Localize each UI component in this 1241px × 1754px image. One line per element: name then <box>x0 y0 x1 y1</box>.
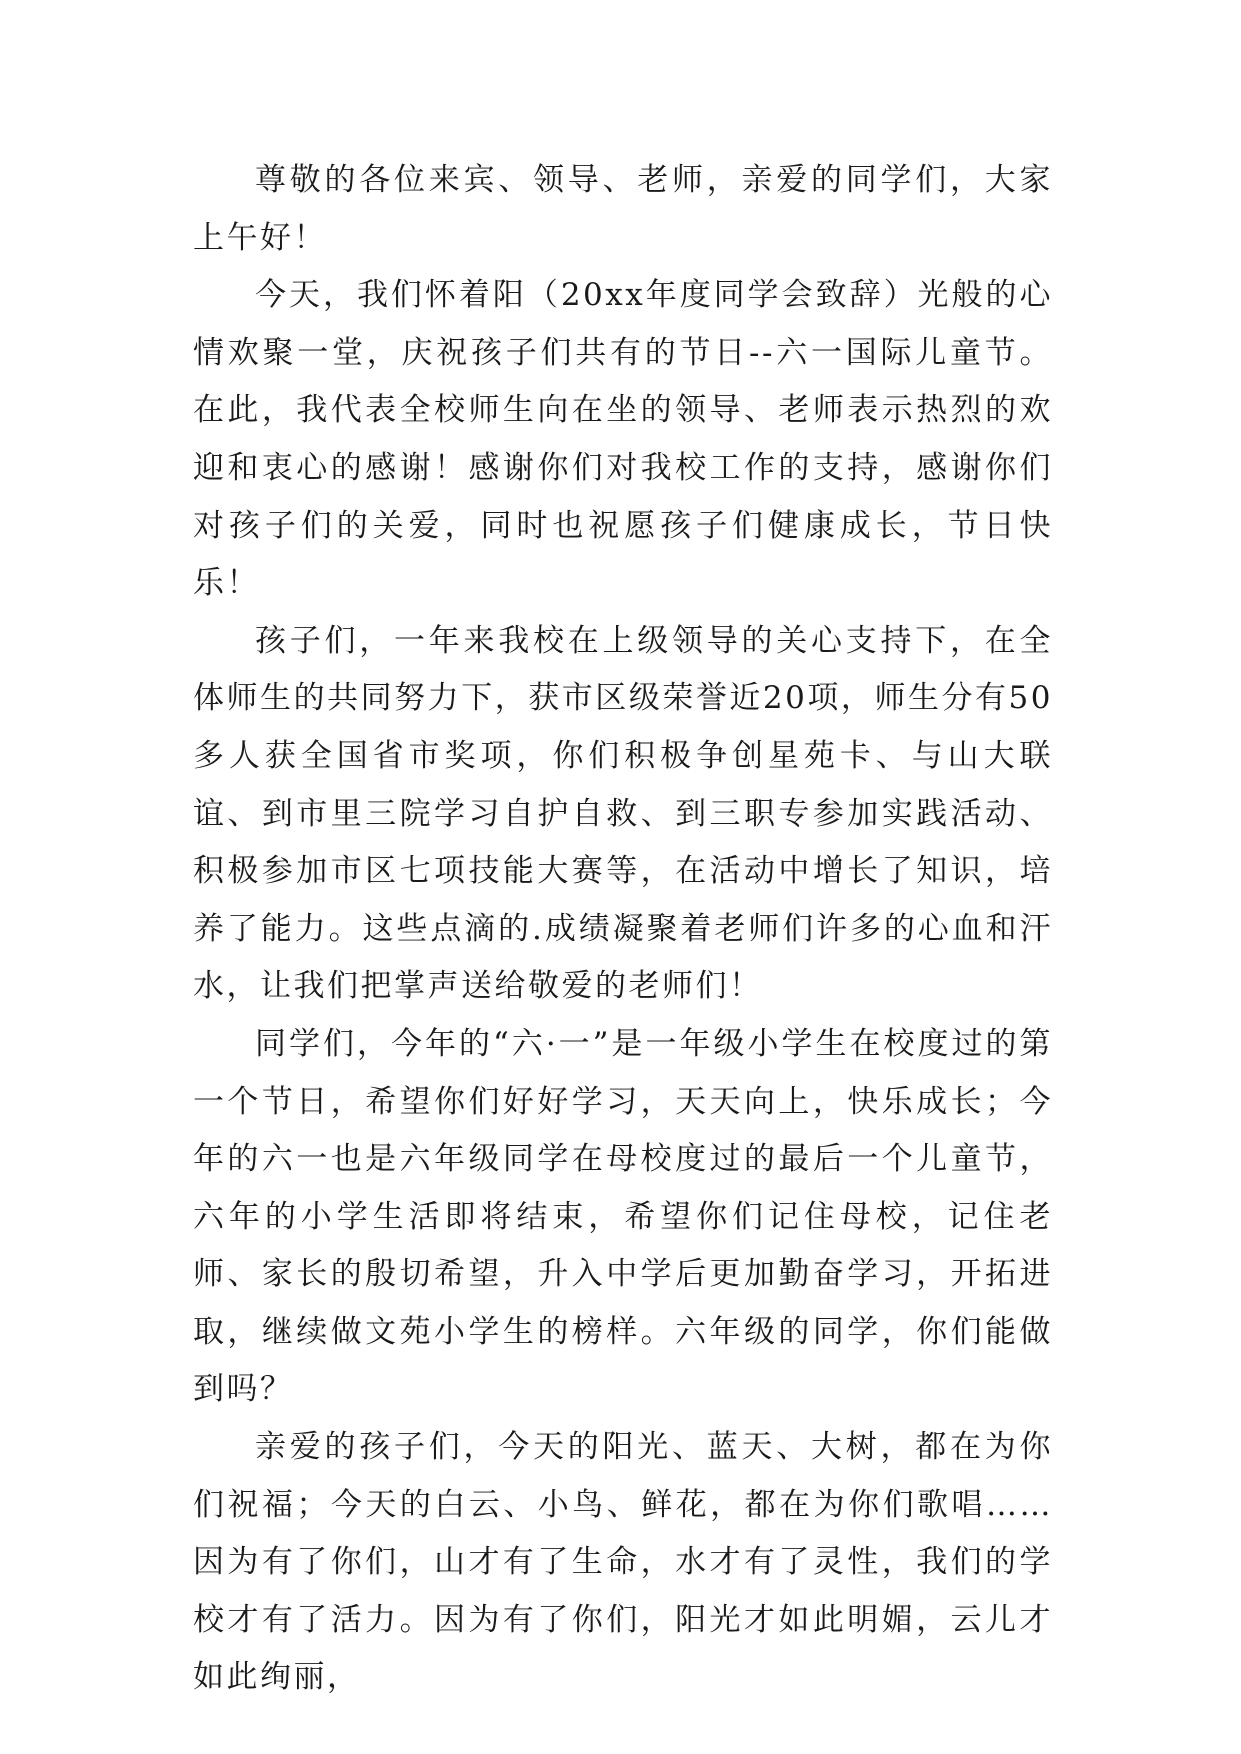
paragraph-greeting: 尊敬的各位来宾、领导、老师，亲爱的同学们，大家上午好！ <box>193 162 1053 256</box>
paragraph-blessing: 亲爱的孩子们，今天的阳光、蓝天、大树，都在为你们祝福；今天的白云、小鸟、鲜花，都在为你们歌唱……因为有了你们，山才有了生命，水才有了灵性，我们的学校才有了活力。因为有了你们，阳光才如此明媚，云儿才如此绚丽， <box>193 1429 1053 1696</box>
document-body <box>193 152 1053 1707</box>
paragraph-students: 同学们，今年的“六·一”是一年级小学生在校度过的第一个节日，希望你们好好学习，天天向上，快乐成长；今年的六一也是六年级同学在母校度过的最后一个儿童节，六年的小学生活即将结束，希望你们记住母校，记住老师、家长的殷切希望，升入中学后更加勤奋学习，开拓进取，继续做文苑小学生的榜样。六年级的同学，你们能做到吗？ <box>193 1025 1053 1408</box>
paragraph-achievements: 孩子们，一年来我校在上级领导的关心支持下，在全体师生的共同努力下，获市区级荣誉近20项，师生分有50多人获全国省市奖项，你们积极争创星苑卡、与山大联谊、到市里三院学习自护自救、到三职专参加实践活动、积极参加市区七项技能大赛等，在活动中增长了知识，培养了能力。这些点滴的.成绩凝聚着老师们许多的心血和汗水，让我们把掌声送给敬爱的老师们！ <box>193 622 1053 1005</box>
paragraph-welcome: 今天，我们怀着阳（20xx年度同学会致辞）光般的心情欢聚一堂，庆祝孩子们共有的节日--六一国际儿童节。在此，我代表全校师生向在坐的领导、老师表示热烈的欢迎和衷心的感谢！感谢你们对我校工作的支持，感谢你们对孩子们的关爱，同时也祝愿孩子们健康成长，节日快乐！ <box>193 277 1053 602</box>
